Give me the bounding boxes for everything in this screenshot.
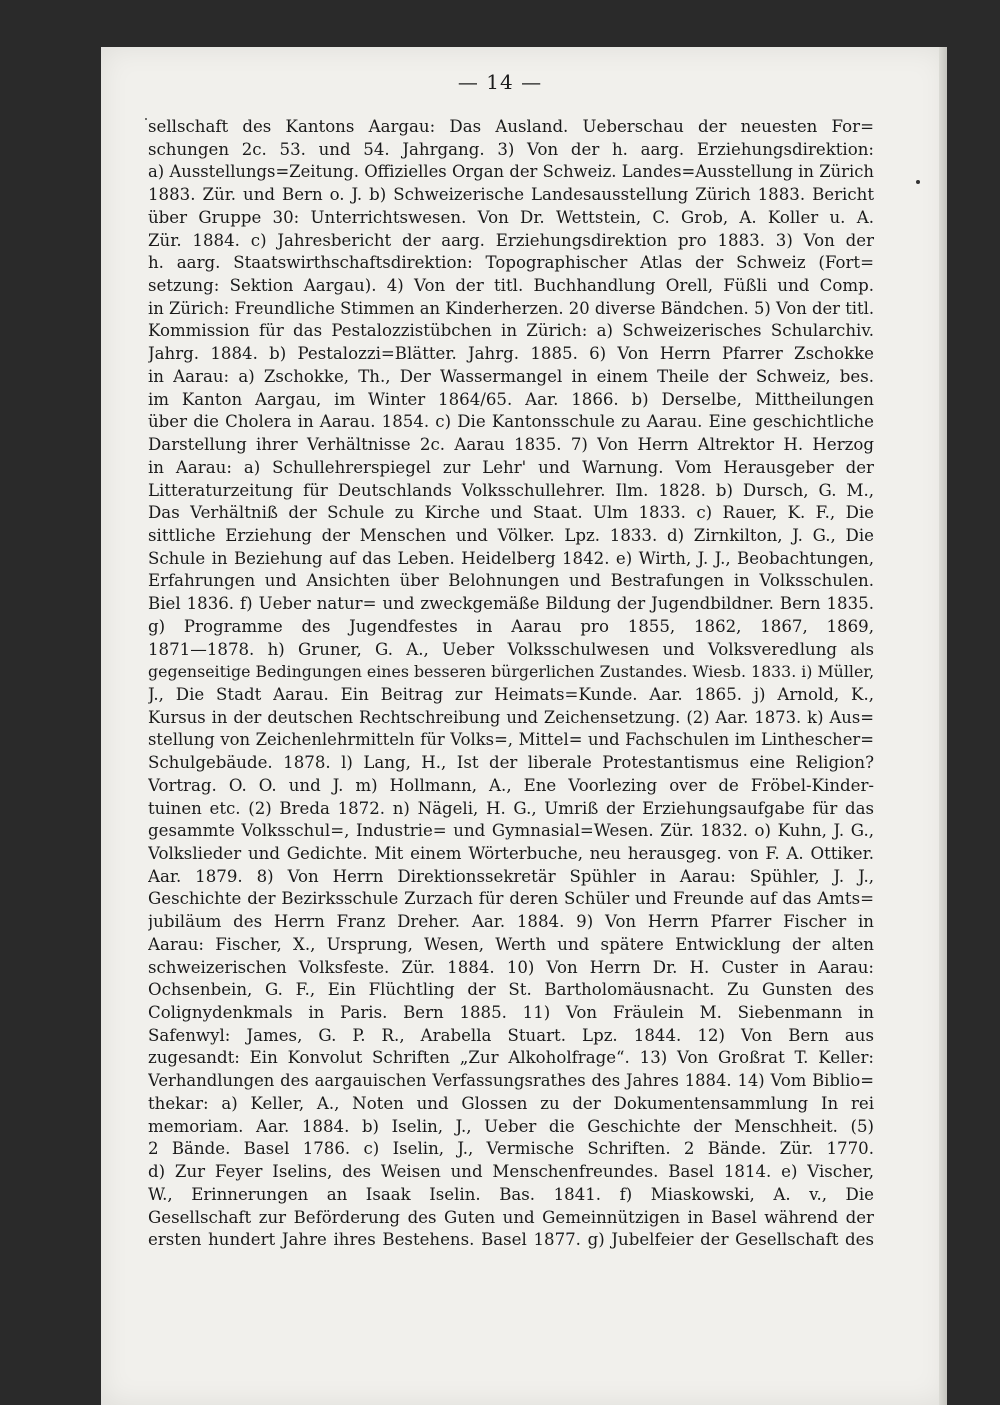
text-line: über Gruppe 30: Unterrichtswesen. Von Dr. Wettstein, C. Grob, A. Koller u. A. xyxy=(148,207,874,227)
text-line: Kursus in der deutschen Rechtschreibung und Zeichensetzung. (2) Aar. 1873. k) Aus= xyxy=(148,707,874,727)
text-line: Geschichte der Bezirksschule Zurzach für deren Schüler und Freunde auf das Amts= xyxy=(148,889,874,909)
text-line: über die Cholera in Aarau. 1854. c) Die Kantonsschule zu Aarau. Eine geschichtliche xyxy=(148,412,874,432)
text-line: in Aarau: a) Zschokke, Th., Der Wassermangel in einem Theile der Schweiz, bes. xyxy=(148,366,874,386)
text-line: Erfahrungen und Ansichten über Belohnungen und Bestrafungen in Volksschulen. xyxy=(148,571,874,591)
text-line: stellung von Zeichenlehrmitteln für Volks=, Mittel= und Fachschulen im Linthescher= xyxy=(148,730,874,750)
text-line: h. aarg. Staatswirthschaftsdirektion: Topographischer Atlas der Schweiz (Fort= xyxy=(148,253,874,273)
text-line: gegenseitige Bedingungen eines besseren bürgerlichen Zustandes. Wiesb. 1833. i) Müller, xyxy=(148,662,874,682)
text-line: setzung: Sektion Aargau). 4) Von der titl. Buchhandlung Orell, Füßli und Comp. xyxy=(148,276,874,296)
text-line: Aar. 1879. 8) Von Herrn Direktionssekretär Spühler in Aarau: Spühler, J. J., xyxy=(148,866,874,886)
text-line: schweizerischen Volksfeste. Zür. 1884. 10) Von Herrn Dr. H. Custer in Aarau: xyxy=(148,957,874,977)
text-line: Ochsenbein, G. F., Ein Flüchtling der St. Bartholomäusnacht. Zu Gunsten des xyxy=(148,980,874,1000)
text-line: ersten hundert Jahre ihres Bestehens. Basel 1877. g) Jubelfeier der Gesellschaft des xyxy=(148,1230,874,1250)
text-line: Aarau: Fischer, X., Ursprung, Wesen, Werth und spätere Entwicklung der alten xyxy=(148,934,874,954)
text-line: jubiläum des Herrn Franz Dreher. Aar. 1884. 9) Von Herrn Pfarrer Fischer in xyxy=(148,912,874,932)
ink-speck xyxy=(145,118,147,120)
text-line: Volkslieder und Gedichte. Mit einem Wörterbuche, neu herausgeg. von F. A. Ottiker. xyxy=(148,844,874,863)
text-line: g) Programme des Jugendfestes in Aarau pro 1855, 1862, 1867, 1869, xyxy=(148,616,874,636)
text-line: Colignydenkmals in Paris. Bern 1885. 11) Von Fräulein M. Siebenmann in xyxy=(148,1003,874,1023)
text-line: zugesandt: Ein Konvolut Schriften „Zur Alkoholfrage“. 13) Von Großrat T. Keller: xyxy=(148,1048,874,1068)
text-line: sittliche Erziehung der Menschen und Völker. Lpz. 1833. d) Zirnkilton, J. G., Die xyxy=(148,525,874,545)
text-line: Verhandlungen des aargauischen Verfassungsrathes des Jahres 1884. 14) Vom Biblio= xyxy=(148,1071,874,1091)
text-line: 1883. Zür. und Bern o. J. b) Schweizerische Landesausstellung Zürich 1883. Bericht xyxy=(148,185,874,205)
text-line: Safenwyl: James, G. P. R., Arabella Stuart. Lpz. 1844. 12) Von Bern aus xyxy=(148,1025,874,1045)
text-line: schungen 2c. 53. und 54. Jahrgang. 3) Von der h. aarg. Erziehungsdirektion: xyxy=(148,139,874,159)
text-line: sellschaft des Kantons Aargau: Das Ausland. Ueberschau der neuesten For= xyxy=(148,117,874,136)
text-line: in Zürich: Freundliche Stimmen an Kinderherzen. 20 diverse Bändchen. 5) Von der titl. xyxy=(148,298,874,318)
text-line: Schule in Beziehung auf das Leben. Heidelberg 1842. e) Wirth, J. J., Beobachtungen, xyxy=(148,548,874,568)
text-line: tuinen etc. (2) Breda 1872. n) Nägeli, H. G., Umriß der Erziehungsaufgabe für das xyxy=(148,798,874,818)
text-line: Litteraturzeitung für Deutschlands Volksschullehrer. Ilm. 1828. b) Dursch, G. M., xyxy=(148,480,874,500)
text-line xyxy=(148,1252,874,1275)
text-line: Das Verhältniß der Schule zu Kirche und Staat. Ulm 1833. c) Rauer, K. F., Die xyxy=(148,503,874,523)
text-line: Jahrg. 1884. b) Pestalozzi=Blätter. Jahrg. 1885. 6) Von Herrn Pfarrer Zschokke xyxy=(148,344,874,364)
page-edge xyxy=(939,47,947,1405)
text-line: a) Ausstellungs=Zeitung. Offizielles Organ der Schweiz. Landes=Ausstellung in Zürich xyxy=(148,162,874,182)
margin-mark xyxy=(916,180,920,184)
text-line: W., Erinnerungen an Isaak Iselin. Bas. 1841. f) Miaskowski, A. v., Die xyxy=(148,1184,874,1204)
text-line: 2 Bände. Basel 1786. c) Iselin, J., Vermische Schriften. 2 Bände. Zür. 1770. xyxy=(148,1139,874,1159)
text-line: Schulgebäude. 1878. l) Lang, H., Ist der liberale Protestantismus eine Religion? xyxy=(148,753,874,773)
body-text xyxy=(148,116,874,1275)
text-line: d) Zur Feyer Iselins, des Weisen und Menschenfreundes. Basel 1814. e) Vischer, xyxy=(148,1162,874,1182)
text-line: in Aarau: a) Schullehrerspiegel zur Lehr' und Warnung. Vom Herausgeber der xyxy=(148,457,874,477)
page-number: — 14 — xyxy=(457,70,543,94)
text-line: Zür. 1884. c) Jahresbericht der aarg. Erziehungsdirektion pro 1883. 3) Von der xyxy=(148,230,874,250)
text-line: Vortrag. O. O. und J. m) Hollmann, A., Ene Voorlezing over de Fröbel-Kinder- xyxy=(148,775,874,795)
text-line: Biel 1836. f) Ueber natur= und zweckgemäße Bildung der Jugendbildner. Bern 1835. xyxy=(148,594,874,614)
text-line: gesammte Volksschul=, Industrie= und Gymnasial=Wesen. Zür. 1832. o) Kuhn, J. G., xyxy=(148,821,874,841)
text-line: im Kanton Aargau, im Winter 1864/65. Aar. 1866. b) Derselbe, Mittheilungen xyxy=(148,389,874,409)
text-line: 1871—1878. h) Gruner, G. A., Ueber Volksschulwesen und Volksveredlung als xyxy=(148,639,874,659)
text-line: Darstellung ihrer Verhältnisse 2c. Aarau 1835. 7) Von Herrn Altrektor H. Herzog xyxy=(148,435,874,455)
text-line: Kommission für das Pestalozzistübchen in Zürich: a) Schweizerisches Schularchiv. xyxy=(148,321,874,341)
text-line: Gesellschaft zur Beförderung des Guten und Gemeinnützigen in Basel während der xyxy=(148,1207,874,1227)
text-line: memoriam. Aar. 1884. b) Iselin, J., Ueber die Geschichte der Menschheit. (5) xyxy=(148,1116,874,1136)
text-line: thekar: a) Keller, A., Noten und Glossen zu der Dokumentensammlung In rei xyxy=(148,1093,874,1113)
text-line: J., Die Stadt Aarau. Ein Beitrag zur Heimats=Kunde. Aar. 1865. j) Arnold, K., xyxy=(148,684,874,704)
